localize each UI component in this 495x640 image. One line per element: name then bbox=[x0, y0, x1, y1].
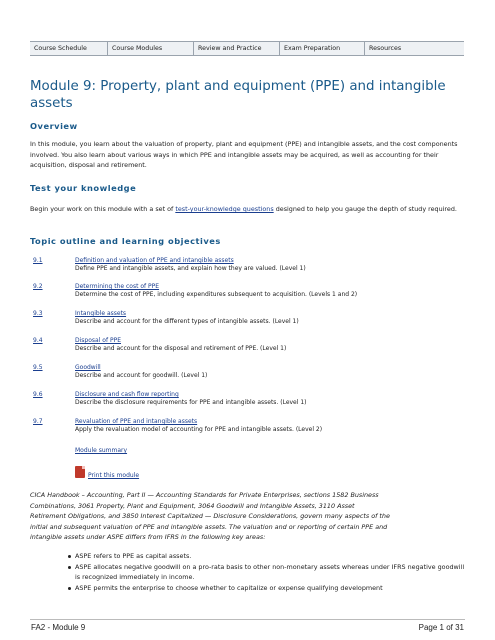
tab-resources[interactable]: Resources bbox=[369, 45, 402, 52]
footer-module-label: FA2 - Module 9 bbox=[31, 623, 86, 632]
cica-line: Retirement Obligations, and 3850 Interest Capitalized — Disclosure Considerations, govern many aspects of the bbox=[30, 512, 390, 520]
topic-description: Describe and account for the different types of intangible assets. (Level 1) bbox=[75, 318, 299, 325]
page-title: Module 9: Property, plant and equipment (PPE) and intangible assets bbox=[30, 79, 446, 111]
topic-description: Define PPE and intangible assets, and explain how they are valued. (Level 1) bbox=[75, 265, 306, 272]
list-item: ASPE refers to PPE as capital assets. bbox=[68, 551, 468, 562]
cica-line: intangible assets under ASPE differs from IFRS in the following key areas: bbox=[30, 533, 266, 541]
topic-description: Determine the cost of PPE, including expenditures subsequent to acquisition. (Levels 1 and 2) bbox=[75, 291, 358, 298]
test-text bbox=[30, 204, 466, 215]
cica-line: initial and subsequent valuation of PPE and intangible assets. The valuation and or reporting of certain PPE and bbox=[30, 522, 388, 531]
tab-exam-preparation[interactable]: Exam Preparation bbox=[280, 42, 365, 55]
topic-number[interactable]: 9.4 bbox=[33, 337, 43, 344]
test-heading: Test your knowledge bbox=[30, 183, 137, 193]
topic-link[interactable]: Definition and valuation of PPE and intangible assets bbox=[75, 257, 234, 264]
overview-text: In this module, you learn about the valuation of property, plant and equipment (PPE) and intangible assets, and the cost components involved. You also learn about various ways in which PPE and intangible assets may be acquired, as well as accounting for their acquisition, disposal and retirement. bbox=[30, 140, 458, 169]
list-item: ASPE permits the enterprise to choose whether to capitalize or expense qualifying development bbox=[68, 583, 468, 594]
topic-description: Describe and account for goodwill. (Level 1) bbox=[75, 372, 208, 379]
topic-number[interactable]: 9.2 bbox=[33, 283, 43, 290]
test-text-after: designed to help you gauge the depth of study required. bbox=[273, 205, 457, 213]
tab-review-and-practice[interactable]: Review and Practice bbox=[194, 42, 280, 55]
topic-link[interactable]: Intangible assets bbox=[75, 310, 127, 317]
cica-paragraph bbox=[30, 490, 466, 543]
tab-course-modules[interactable]: Course Modules bbox=[108, 42, 194, 55]
topic-description: Describe and account for the disposal and retirement of PPE. (Level 1) bbox=[75, 345, 287, 352]
topic-number[interactable]: 9.5 bbox=[33, 364, 43, 371]
overview-heading: Overview bbox=[30, 121, 78, 131]
topics-heading: Topic outline and learning objectives bbox=[30, 236, 221, 246]
list-item: ASPE allocates negative goodwill on a pro-rata basis to other non-monetary assets whereas under IFRS negative goodwill is recognized immediately in income. bbox=[68, 562, 468, 583]
tab-course-schedule[interactable]: Course Schedule bbox=[30, 42, 108, 55]
pdf-icon[interactable] bbox=[75, 466, 85, 478]
topic-link[interactable]: Disposal of PPE bbox=[75, 337, 121, 344]
topic-description: Apply the revaluation model of accounting for PPE and intangible assets. (Level 2) bbox=[75, 426, 323, 433]
topic-link[interactable]: Determining the cost of PPE bbox=[75, 283, 160, 290]
differences-list bbox=[68, 551, 468, 593]
topic-description: Describe the disclosure requirements for PPE and intangible assets. (Level 1) bbox=[75, 399, 307, 406]
topic-number[interactable]: 9.6 bbox=[33, 391, 43, 398]
test-your-knowledge-link[interactable]: test-your-knowledge questions bbox=[175, 205, 274, 213]
topic-link[interactable]: Revaluation of PPE and intangible assets bbox=[75, 418, 198, 425]
module-summary-link[interactable]: Module summary bbox=[75, 447, 128, 454]
topic-number[interactable]: 9.3 bbox=[33, 310, 43, 317]
footer-page-number: Page 1 of 31 bbox=[418, 623, 464, 632]
topic-number[interactable]: 9.1 bbox=[33, 257, 43, 264]
print-module-link[interactable]: Print this module bbox=[88, 472, 140, 479]
cica-line: CICA Handbook – Accounting, Part II — Accounting Standards for Private Enterprises, sections 1582 Business bbox=[30, 491, 379, 499]
footer-divider bbox=[30, 619, 465, 620]
topic-link[interactable]: Disclosure and cash flow reporting bbox=[75, 391, 179, 398]
test-text-before: Begin your work on this module with a set of bbox=[30, 205, 176, 213]
top-navigation bbox=[30, 41, 464, 56]
topic-number[interactable]: 9.7 bbox=[33, 418, 43, 425]
cica-line: Combinations, 3061 Property, Plant and Equipment, 3064 Goodwill and Intangible Assets, 3110 Asset bbox=[30, 501, 355, 510]
topic-link[interactable]: Goodwill bbox=[75, 364, 101, 371]
